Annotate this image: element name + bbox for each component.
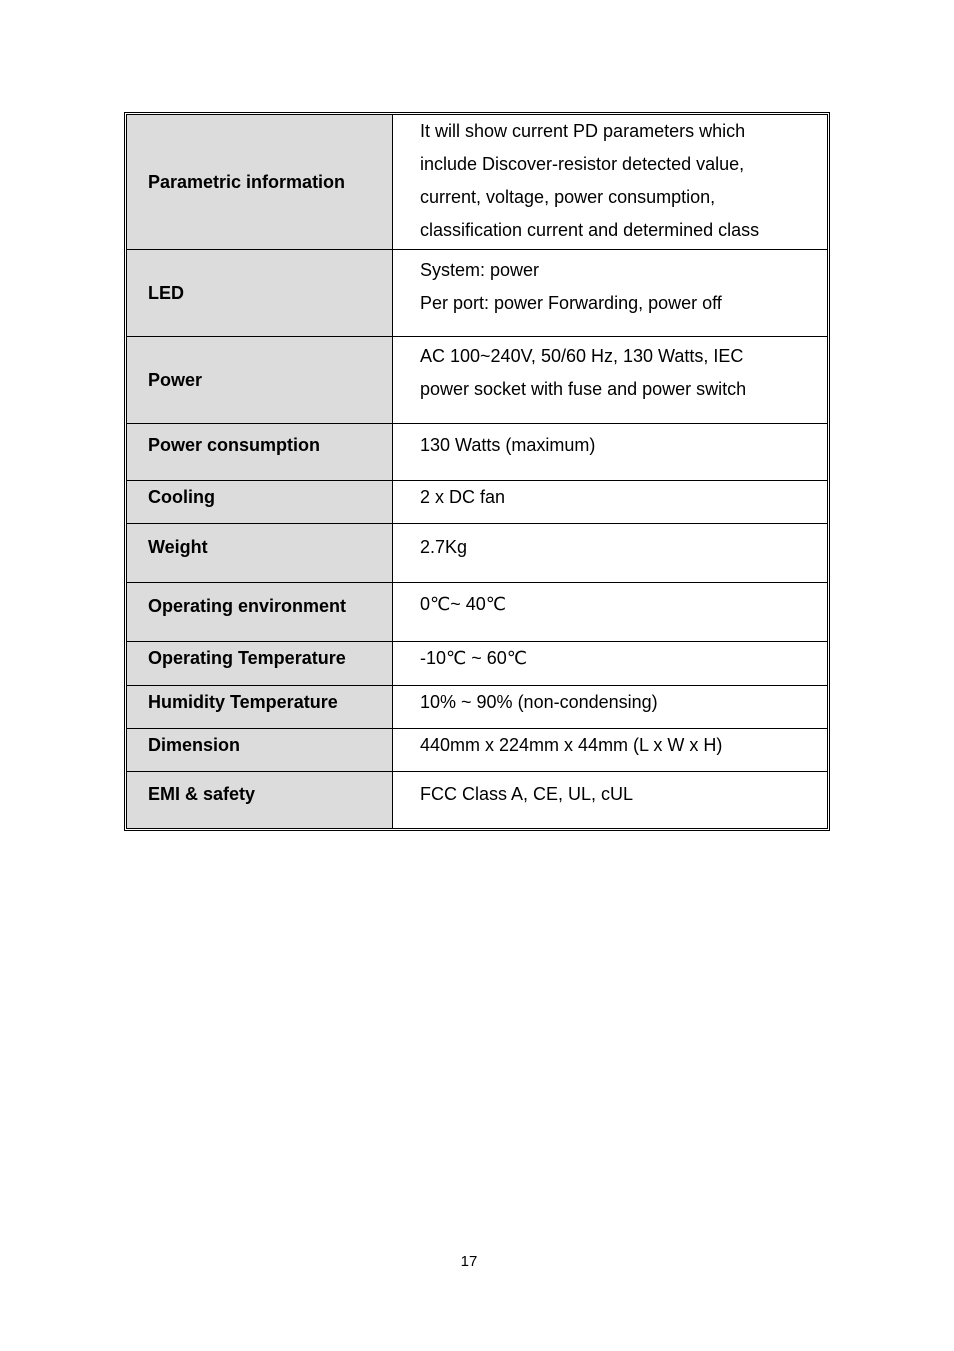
- spec-value-line: 2 x DC fan: [420, 487, 506, 507]
- spec-value-line: 130 Watts (maximum): [420, 435, 596, 455]
- spec-row-power: [127, 337, 828, 424]
- spec-value: [393, 729, 828, 772]
- spec-label: Power consumption: [127, 424, 393, 481]
- spec-row-emi-safety: [127, 772, 828, 829]
- spec-row-led: [127, 250, 828, 337]
- spec-label: Power: [127, 337, 393, 424]
- specification-table: [126, 114, 828, 829]
- spec-value-line: AC 100~240V, 50/60 Hz, 130 Watts, IEC: [420, 346, 744, 366]
- spec-value: [393, 424, 828, 481]
- spec-value: [393, 772, 828, 829]
- spec-value-line: 2.7Kg: [420, 537, 468, 557]
- spec-value: [393, 481, 828, 524]
- spec-label: LED: [127, 250, 393, 337]
- spec-value-line: FCC Class A, CE, UL, cUL: [420, 784, 634, 804]
- spec-row-cooling: [127, 481, 828, 524]
- spec-label: Operating Temperature: [127, 642, 393, 686]
- spec-row-power-consumption: [127, 424, 828, 481]
- spec-value: [393, 250, 828, 337]
- spec-row-humidity-temperature: [127, 686, 828, 729]
- spec-value-line: System: power: [420, 260, 540, 280]
- spec-row-dimension: [127, 729, 828, 772]
- spec-label: Parametric information: [127, 115, 393, 250]
- spec-value-line: Per port: power Forwarding, power off: [420, 293, 722, 313]
- spec-value-line: -10℃ ~ 60℃: [420, 648, 527, 668]
- spec-value-line: 440mm x 224mm x 44mm (L x W x H): [420, 735, 723, 755]
- spec-row-weight: [127, 524, 828, 583]
- spec-value-line: It will show current PD parameters which: [420, 121, 746, 141]
- spec-value-line: 0℃~ 40℃: [420, 594, 506, 614]
- spec-label: Operating environment: [127, 583, 393, 642]
- spec-value: [393, 583, 828, 642]
- spec-label: Weight: [127, 524, 393, 583]
- spec-value: [393, 642, 828, 686]
- spec-value: [393, 337, 828, 424]
- page-number: 17: [460, 1253, 478, 1270]
- spec-value-line: power socket with fuse and power switch: [420, 379, 747, 399]
- spec-label: EMI & safety: [127, 772, 393, 829]
- spec-row-parametric-information: [127, 115, 828, 250]
- spec-row-operating-temperature: [127, 642, 828, 686]
- spec-label: Dimension: [127, 729, 393, 772]
- spec-row-operating-environment: [127, 583, 828, 642]
- spec-value-line: 10% ~ 90% (non-condensing): [420, 692, 658, 712]
- spec-value: [393, 686, 828, 729]
- spec-value: [393, 115, 828, 250]
- spec-value-line: include Discover-resistor detected value,: [420, 154, 745, 174]
- spec-value-line: current, voltage, power consumption,: [420, 187, 716, 207]
- spec-value: [393, 524, 828, 583]
- spec-label: Humidity Temperature: [127, 686, 393, 729]
- spec-label: Cooling: [127, 481, 393, 524]
- spec-value-line: classification current and determined class: [420, 220, 760, 240]
